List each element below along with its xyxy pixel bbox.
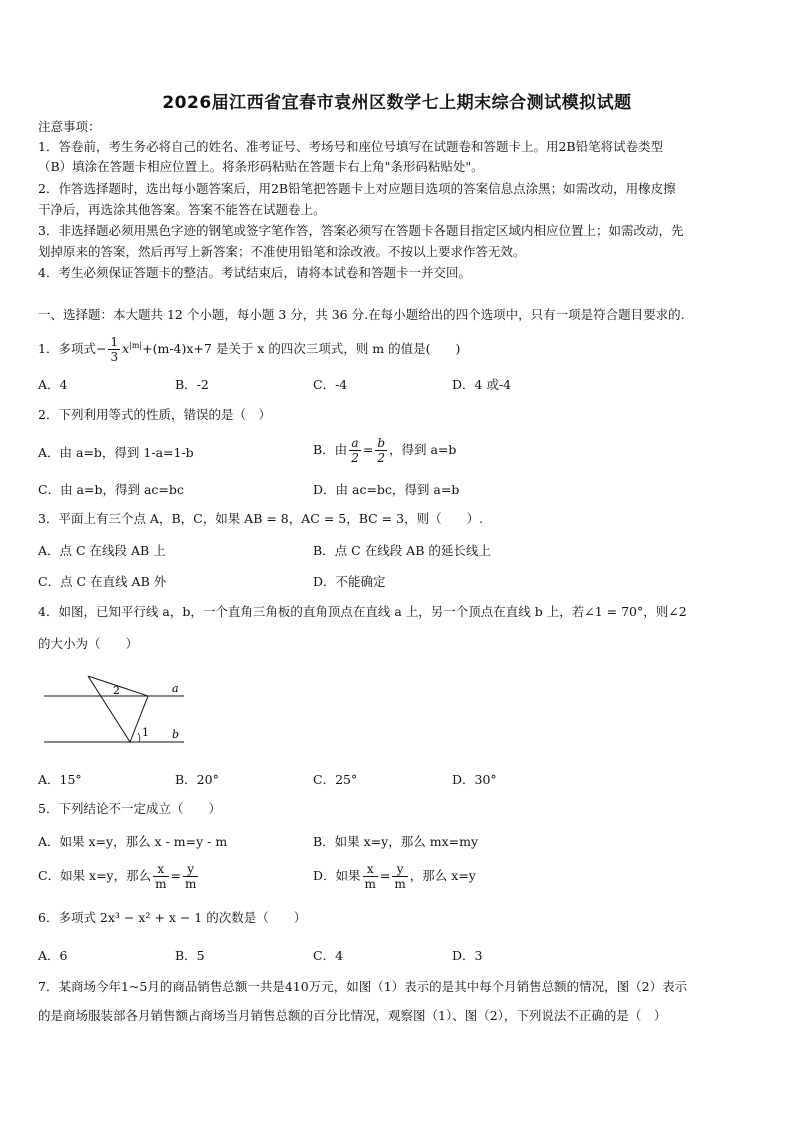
q5-d-prefix: D．如果 bbox=[313, 868, 361, 883]
q5-option-d[interactable]: D．如果 $\frac{x}{m}$ = $\frac{y}{m}$ ，那么 x=y bbox=[313, 862, 476, 891]
angle-1-arc bbox=[138, 733, 140, 742]
q2-option-d[interactable]: D．由 ac=bc，得到 a=b bbox=[313, 482, 460, 497]
q1-fraction bbox=[108, 335, 120, 364]
question-2-stem: 2．下列利用等式的性质，错误的是（ ） bbox=[38, 407, 271, 422]
q5-d-d1: m bbox=[364, 877, 376, 891]
q6-option-c[interactable]: C．4 bbox=[313, 948, 344, 963]
q5-d-suffix: ，那么 x=y bbox=[409, 868, 476, 883]
question-6-stem: 6．多项式 2x³ − x² + x − 1 的次数是（ ） bbox=[38, 910, 307, 925]
q4-option-a[interactable]: A．15° bbox=[38, 772, 82, 787]
notice-line: 4．考生必须保证答题卡的整洁。考试结束后，请将本试卷和答题卡一并交回。 bbox=[38, 265, 471, 280]
notice-line: 3．非选择题必须用黑色字迹的钢笔或签字笔作答，答案必须写在答题卡各题目指定区域内相应位置上；如需改动，先 bbox=[38, 223, 684, 238]
q2-option-c[interactable]: C．由 a=b，得到 ac=bc bbox=[38, 482, 184, 497]
q2-b-eq: = bbox=[362, 442, 374, 457]
question-5-stem: 5．下列结论不一定成立（ ） bbox=[38, 801, 221, 816]
q2-b-den1: 2 bbox=[351, 451, 359, 465]
q3-option-d[interactable]: D．不能确定 bbox=[313, 574, 386, 589]
q3-option-c[interactable]: C．点 C 在直线 AB 外 bbox=[38, 574, 167, 589]
notice-heading: 注意事项： bbox=[38, 119, 101, 134]
question-4-stem-cont: 的大小为（ ） bbox=[38, 636, 139, 651]
notice-line: 2．作答选择题时，选出每小题答案后，用2B铅笔把答题卡上对应题目选项的答案信息点涂黑；如需改动，用橡皮擦 bbox=[38, 181, 676, 196]
q3-option-a[interactable]: A．点 C 在线段 AB 上 bbox=[38, 543, 166, 558]
q1-suffix: +(m-4)x+7 是关于 x 的四次三项式，则 m 的值是( ) bbox=[142, 341, 461, 357]
q2-option-b[interactable] bbox=[313, 432, 456, 468]
q5-c-d1: m bbox=[155, 877, 167, 891]
question-1-stem bbox=[38, 328, 460, 367]
question-7-stem-cont: 的是商场服装部各月销售额占商场当月销售总额的百分比情况，观察图（1）、图（2），下列说法不正确的是（ ） bbox=[38, 1008, 667, 1023]
q2-b-frac1 bbox=[349, 436, 361, 465]
q4-option-b[interactable]: B．20° bbox=[175, 772, 219, 787]
parallel-lines-figure bbox=[38, 676, 198, 748]
q1-var: x bbox=[122, 341, 130, 357]
q5-option-b[interactable]: B．如果 x=y，那么 mx=my bbox=[313, 834, 479, 849]
q5-d-n2: y bbox=[392, 862, 407, 877]
q5-c-n1: x bbox=[153, 862, 168, 877]
q5-option-c[interactable]: C．如果 x=y，那么 $\frac{x}{m}$ = $\frac{y}{m}$ bbox=[38, 862, 197, 891]
q1-option-c[interactable]: C．-4 bbox=[313, 377, 348, 392]
q2-b-prefix: B．由 bbox=[313, 442, 348, 457]
q5-d-d2: m bbox=[394, 877, 406, 891]
q6-option-b[interactable]: B．5 bbox=[175, 948, 205, 963]
q1-option-b[interactable]: B．-2 bbox=[175, 377, 209, 392]
q5-c-n2: y bbox=[183, 862, 198, 877]
q4-option-c[interactable]: C．25° bbox=[313, 772, 358, 787]
q1-option-d[interactable]: D．4 或-4 bbox=[452, 377, 512, 392]
q1-frac-num: 1 bbox=[110, 335, 119, 350]
q2-b-frac2 bbox=[375, 436, 387, 465]
q2-b-suffix: ，得到 a=b bbox=[389, 442, 457, 457]
q5-d-frac1 bbox=[363, 862, 378, 891]
q3-option-b[interactable]: B．点 C 在线段 AB 的延长线上 bbox=[313, 543, 491, 558]
line-b-label: b bbox=[172, 728, 180, 741]
q5-c-frac2 bbox=[183, 862, 198, 891]
q5-d-frac2 bbox=[392, 862, 407, 891]
notice-line: （B）填涂在答题卡相应位置上。将条形码粘贴在答题卡右上角"条形码粘贴处"。 bbox=[38, 159, 484, 174]
q5-option-a[interactable]: A．如果 x=y，那么 x - m=y - m bbox=[38, 834, 228, 849]
q2-b-den2: 2 bbox=[377, 451, 385, 465]
q2-option-a[interactable]: A．由 a=b，得到 1-a=1-b bbox=[38, 445, 194, 460]
angle-2-label: 2 bbox=[113, 684, 120, 697]
q6-option-a[interactable]: A．6 bbox=[38, 948, 68, 963]
angle-1-label: 1 bbox=[142, 726, 149, 739]
q1-prefix: 1．多项式− bbox=[38, 341, 107, 357]
page-title: 2026届江西省宜春市袁州区数学七上期末综合测试模拟试题 bbox=[162, 93, 632, 113]
notice-line: 1．答卷前，考生务必将自己的姓名、准考证号、考场号和座位号填写在试题卷和答题卡上。用2B铅笔将试卷类型 bbox=[38, 139, 664, 154]
question-7-stem: 7．某商场今年1~5月的商品销售总额一共是410万元，如图（1）表示的是其中每个月销售总额的情况，图（2）表示 bbox=[38, 979, 688, 994]
question-4-stem: 4．如图，已知平行线 a，b，一个直角三角板的直角顶点在直线 a 上，另一个顶点在直线 b 上，若∠1 = 70°，则∠2 bbox=[38, 604, 687, 619]
question-3-stem: 3．平面上有三个点 A，B，C，如果 AB = 8，AC = 5，BC = 3，则（ ）. bbox=[38, 511, 484, 526]
notice-line: 干净后，再选涂其他答案。答案不能答在试题卷上。 bbox=[38, 202, 326, 217]
q5-c-frac1 bbox=[153, 862, 168, 891]
q6-option-d[interactable]: D．3 bbox=[452, 948, 483, 963]
q1-option-a[interactable]: A．4 bbox=[38, 377, 68, 392]
notice-line: 划掉原来的答案，然后再写上新答案；不准使用铅笔和涂改液。不按以上要求作答无效。 bbox=[38, 244, 526, 259]
q4-option-d[interactable]: D．30° bbox=[452, 772, 497, 787]
q1-exponent: |m| bbox=[129, 341, 143, 350]
q2-b-num1: a bbox=[349, 436, 361, 451]
q2-b-num2: b bbox=[377, 436, 385, 450]
q5-c-prefix: C．如果 x=y，那么 bbox=[38, 868, 152, 883]
line-a-label: a bbox=[172, 682, 179, 695]
q5-d-n1: x bbox=[363, 862, 378, 877]
section-heading: 一、选择题：本大题共 12 个小题，每小题 3 分，共 36 分.在每小题给出的四个选项中，只有一项是符合题目要求的. bbox=[38, 307, 685, 322]
q1-frac-den: 3 bbox=[110, 350, 119, 365]
q5-c-d2: m bbox=[185, 877, 197, 891]
